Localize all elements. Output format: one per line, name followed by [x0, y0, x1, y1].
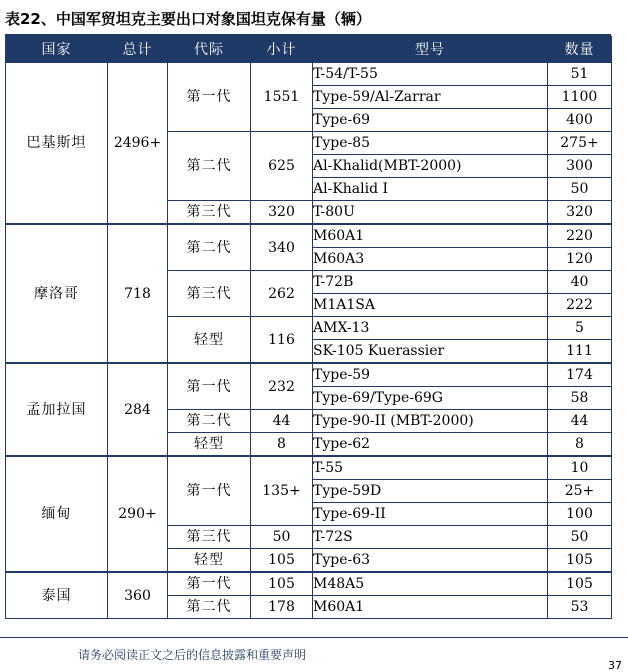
generation-cell: 第三代	[168, 526, 251, 549]
model-cell: T-72B	[313, 271, 548, 294]
model-cell: Al-Khalid I	[313, 178, 548, 201]
model-cell: M60A3	[313, 248, 548, 271]
generation-cell: 第三代	[168, 271, 251, 317]
country-cell: 缅甸	[6, 456, 108, 572]
header-generation: 代际	[168, 37, 251, 63]
generation-cell: 第一代	[168, 62, 251, 132]
model-cell: M1A1SA	[313, 294, 548, 317]
table-title: 表22、中国军贸坦克主要出口对象国坦克保有量（辆）	[5, 10, 371, 28]
quantity-cell: 100	[548, 503, 612, 526]
quantity-cell: 222	[548, 294, 612, 317]
generation-cell: 第一代	[168, 363, 251, 410]
model-cell: Type-59	[313, 363, 548, 387]
quantity-cell: 275+	[548, 132, 612, 155]
generation-cell: 第三代	[168, 201, 251, 225]
generation-cell: 第二代	[168, 224, 251, 271]
header-quantity: 数量	[548, 37, 612, 63]
quantity-cell: 5	[548, 317, 612, 340]
quantity-cell: 400	[548, 109, 612, 132]
model-cell: Type-59D	[313, 480, 548, 503]
total-cell: 290+	[108, 456, 168, 572]
header-country: 国家	[6, 37, 108, 63]
model-cell: Type-62	[313, 433, 548, 457]
model-cell: M60A1	[313, 596, 548, 619]
model-cell: T-54/T-55	[313, 62, 548, 86]
model-cell: T-80U	[313, 201, 548, 225]
quantity-cell: 111	[548, 340, 612, 364]
country-cell: 巴基斯坦	[6, 62, 108, 224]
generation-cell: 第二代	[168, 596, 251, 619]
model-cell: Type-63	[313, 549, 548, 573]
quantity-cell: 220	[548, 224, 612, 248]
table-row	[6, 572, 612, 596]
quantity-cell: 174	[548, 363, 612, 387]
subtotal-cell: 340	[251, 224, 313, 271]
table-row	[6, 363, 612, 387]
header-subtotal: 小计	[251, 37, 313, 63]
model-cell: Type-69/Type-69G	[313, 387, 548, 410]
model-cell: SK-105 Kuerassier	[313, 340, 548, 364]
model-cell: Al-Khalid(MBT-2000)	[313, 155, 548, 178]
model-cell: Type-69	[313, 109, 548, 132]
generation-cell: 第二代	[168, 410, 251, 433]
quantity-cell: 25+	[548, 480, 612, 503]
table-row	[6, 224, 612, 248]
subtotal-cell: 178	[251, 596, 313, 619]
subtotal-cell: 320	[251, 201, 313, 225]
model-cell: AMX-13	[313, 317, 548, 340]
total-cell: 360	[108, 572, 168, 619]
model-cell: M48A5	[313, 572, 548, 596]
header-row	[6, 37, 612, 63]
quantity-cell: 50	[548, 178, 612, 201]
quantity-cell: 8	[548, 433, 612, 457]
model-cell: T-55	[313, 456, 548, 480]
quantity-cell: 44	[548, 410, 612, 433]
subtotal-cell: 8	[251, 433, 313, 457]
total-cell: 284	[108, 363, 168, 456]
quantity-cell: 300	[548, 155, 612, 178]
generation-cell: 第二代	[168, 132, 251, 201]
subtotal-cell: 262	[251, 271, 313, 317]
header-model: 型号	[313, 37, 548, 63]
quantity-cell: 1100	[548, 86, 612, 109]
subtotal-cell: 116	[251, 317, 313, 364]
quantity-cell: 58	[548, 387, 612, 410]
generation-cell: 轻型	[168, 317, 251, 364]
model-cell: Type-69-II	[313, 503, 548, 526]
model-cell: T-72S	[313, 526, 548, 549]
country-cell: 泰国	[6, 572, 108, 619]
quantity-cell: 320	[548, 201, 612, 225]
total-cell: 2496+	[108, 62, 168, 224]
table-row	[6, 62, 612, 86]
subtotal-cell: 105	[251, 549, 313, 573]
model-cell: M60A1	[313, 224, 548, 248]
quantity-cell: 50	[548, 526, 612, 549]
subtotal-cell: 625	[251, 132, 313, 201]
generation-cell: 轻型	[168, 433, 251, 457]
table-row	[6, 456, 612, 480]
tank-holdings-table	[5, 36, 612, 619]
quantity-cell: 120	[548, 248, 612, 271]
model-cell: Type-90-II (MBT-2000)	[313, 410, 548, 433]
header-total: 总计	[108, 37, 168, 63]
model-cell: Type-85	[313, 132, 548, 155]
subtotal-cell: 44	[251, 410, 313, 433]
total-cell: 718	[108, 224, 168, 363]
country-cell: 孟加拉国	[6, 363, 108, 456]
quantity-cell: 10	[548, 456, 612, 480]
page-number: 37	[608, 659, 622, 672]
generation-cell: 轻型	[168, 549, 251, 573]
generation-cell: 第一代	[168, 456, 251, 526]
quantity-cell: 51	[548, 62, 612, 86]
quantity-cell: 105	[548, 549, 612, 573]
subtotal-cell: 105	[251, 572, 313, 596]
subtotal-cell: 232	[251, 363, 313, 410]
quantity-cell: 53	[548, 596, 612, 619]
subtotal-cell: 50	[251, 526, 313, 549]
quantity-cell: 40	[548, 271, 612, 294]
footer-disclaimer: 请务必阅读正文之后的信息披露和重要声明	[78, 648, 307, 662]
subtotal-cell: 1551	[251, 62, 313, 132]
quantity-cell: 105	[548, 572, 612, 596]
model-cell: Type-59/Al-Zarrar	[313, 86, 548, 109]
footer-rule	[0, 637, 628, 638]
subtotal-cell: 135+	[251, 456, 313, 526]
country-cell: 摩洛哥	[6, 224, 108, 363]
generation-cell: 第一代	[168, 572, 251, 596]
